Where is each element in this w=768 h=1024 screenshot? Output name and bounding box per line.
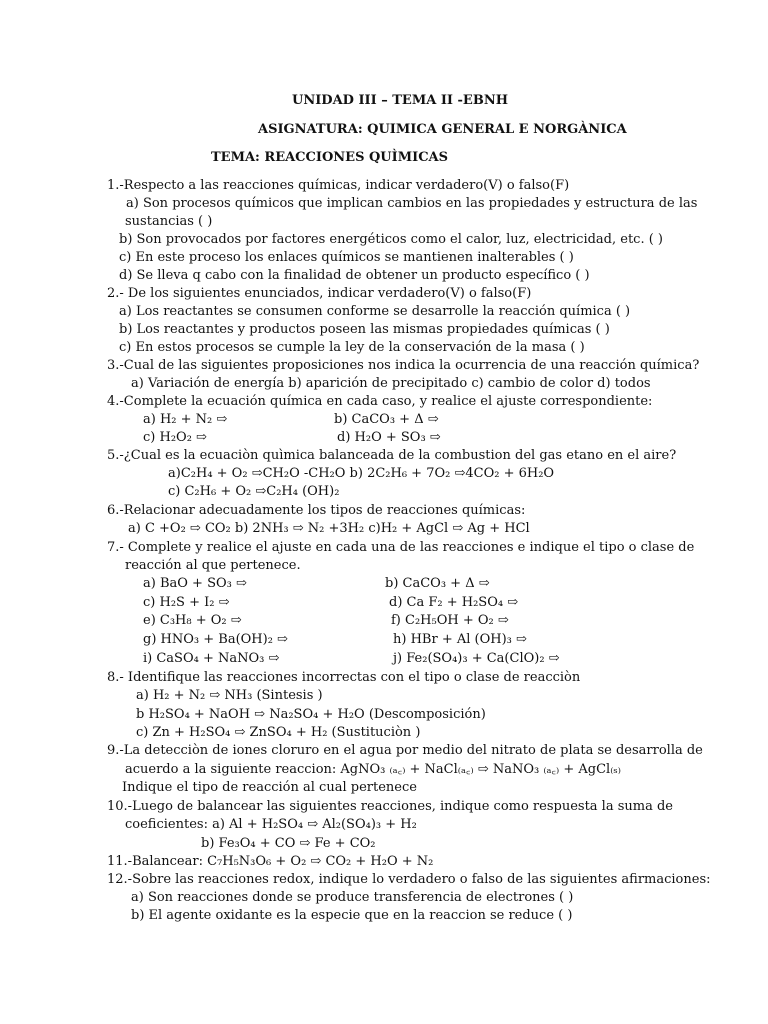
question-9: 9.-La detecciòn de iones cloruro en el agua por medio del nitrato de plata se desarrolla de <box>107 743 703 758</box>
q7-option-b: b) CaCO₃ + Δ ⇨ <box>385 576 490 591</box>
q8-option-a: a) H₂ + N₂ ⇨ NH₃ (Sintesis ) <box>136 688 323 703</box>
q10-option-a: coeficientes: a) Al + H₂SO₄ ⇨ Al₂(SO₄)₃ + H₂ <box>125 817 417 832</box>
q3-options: a) Variación de energía b) aparición de precipitado c) cambio de color d) todos <box>131 376 651 391</box>
q1-option-a-cont: sustancias ( ) <box>125 214 213 229</box>
question-9-reaction: acuerdo a la siguiente reaccion: AgNO₃ ₍ₐ꜀₎ + NaCl₍ₐ꜀₎ ⇨ NaNO₃ ₍ₐ꜀₎ + AgCl₍ₛ₎ <box>125 762 621 777</box>
q1-option-a: a) Son procesos químicos que implican cambios en las propiedades y estructura de las <box>126 196 698 211</box>
q5-option-c: c) C₂H₆ + O₂ ⇨C₂H₄ (OH)₂ <box>168 484 340 499</box>
q5-options-ab: a)C₂H₄ + O₂ ⇨CH₂O -CH₂O b) 2C₂H₆ + 7O₂ ⇨4CO₂ + 6H₂O <box>168 466 555 481</box>
q4-option-c: c) H₂O₂ ⇨ <box>143 430 207 445</box>
q1-option-d: d) Se lleva q cabo con la finalidad de obtener un producto específico ( ) <box>119 268 590 283</box>
q7-option-c: c) H₂S + I₂ ⇨ <box>143 595 230 610</box>
unit-heading: UNIDAD III – TEMA II -EBNH <box>292 93 508 108</box>
question-12: 12.-Sobre las reacciones redox, indique lo verdadero o falso de las siguientes afirmaciones: <box>107 872 711 887</box>
question-6: 6.-Relacionar adecuadamente los tipos de reacciones químicas: <box>107 503 526 518</box>
subject-heading: ASIGNATURA: QUIMICA GENERAL E NORGÀNICA <box>258 122 627 137</box>
question-7-cont: reacción al que pertenece. <box>125 558 301 573</box>
question-3: 3.-Cual de las siguientes proposiciones nos indica la ocurrencia de una reacción química? <box>107 358 700 373</box>
q8-option-b: b H₂SO₄ + NaOH ⇨ Na₂SO₄ + H₂O (Descomposición) <box>136 707 486 722</box>
q10-option-b: b) Fe₃O₄ + CO ⇨ Fe + CO₂ <box>201 836 376 851</box>
q6-reactions: a) C +O₂ ⇨ CO₂ b) 2NH₃ ⇨ N₂ +3H₂ c)H₂ + AgCl ⇨ Ag + HCl <box>128 521 530 536</box>
q8-option-c: c) Zn + H₂SO₄ ⇨ ZnSO₄ + H₂ (Sustituciòn ) <box>136 725 421 740</box>
q4-option-d: d) H₂O + SO₃ ⇨ <box>337 430 441 445</box>
question-5: 5.-¿Cual es la ecuaciòn quìmica balanceada de la combustion del gas etano en el aire? <box>107 448 677 463</box>
q7-option-i: i) CaSO₄ + NaNO₃ ⇨ <box>143 651 280 666</box>
q2-option-c: c) En estos procesos se cumple la ley de la conservación de la masa ( ) <box>119 340 585 355</box>
q7-option-j: j) Fe₂(SO₄)₃ + Ca(ClO)₂ ⇨ <box>393 651 560 666</box>
q7-option-e: e) C₃H₈ + O₂ ⇨ <box>143 613 242 628</box>
q2-option-b: b) Los reactantes y productos poseen las mismas propiedades químicas ( ) <box>119 322 610 337</box>
q7-option-f: f) C₂H₅OH + O₂ ⇨ <box>391 613 509 628</box>
q1-option-c: c) En este proceso los enlaces químicos se mantienen inalterables ( ) <box>119 250 574 265</box>
question-10: 10.-Luego de balancear las siguientes reacciones, indique como respuesta la suma de <box>107 799 673 814</box>
q7-option-h: h) HBr + Al (OH)₃ ⇨ <box>393 632 527 647</box>
q4-option-a: a) H₂ + N₂ ⇨ <box>143 412 228 427</box>
q2-option-a: a) Los reactantes se consumen conforme se desarrolle la reacción química ( ) <box>119 304 631 319</box>
q7-option-a: a) BaO + SO₃ ⇨ <box>143 576 247 591</box>
topic-heading: TEMA: REACCIONES QUÌMICAS <box>211 150 449 165</box>
question-1: 1.-Respecto a las reacciones químicas, indicar verdadero(V) o falso(F) <box>107 178 570 193</box>
q12-option-b: b) El agente oxidante es la especie que en la reaccion se reduce ( ) <box>131 908 573 923</box>
question-11: 11.-Balancear: C₇H₅N₃O₆ + O₂ ⇨ CO₂ + H₂O + N₂ <box>107 854 434 869</box>
question-7: 7.- Complete y realice el ajuste en cada una de las reacciones e indique el tipo o clase de <box>107 540 695 555</box>
q7-option-g: g) HNO₃ + Ba(OH)₂ ⇨ <box>143 632 288 647</box>
question-8: 8.- Identifique las reacciones incorrectas con el tipo o clase de reacciòn <box>107 670 581 685</box>
question-9-prompt: Indique el tipo de reacción al cual pertenece <box>122 780 417 795</box>
q7-option-d: d) Ca F₂ + H₂SO₄ ⇨ <box>389 595 519 610</box>
q12-option-a: a) Son reacciones donde se produce transferencia de electrones ( ) <box>131 890 574 905</box>
q4-option-b: b) CaCO₃ + Δ ⇨ <box>334 412 439 427</box>
q1-option-b: b) Son provocados por factores energéticos como el calor, luz, electricidad, etc. ( ) <box>119 232 664 247</box>
question-4: 4.-Complete la ecuación química en cada caso, y realice el ajuste correspondiente: <box>107 394 653 409</box>
question-2: 2.- De los siguientes enunciados, indicar verdadero(V) o falso(F) <box>107 286 532 301</box>
